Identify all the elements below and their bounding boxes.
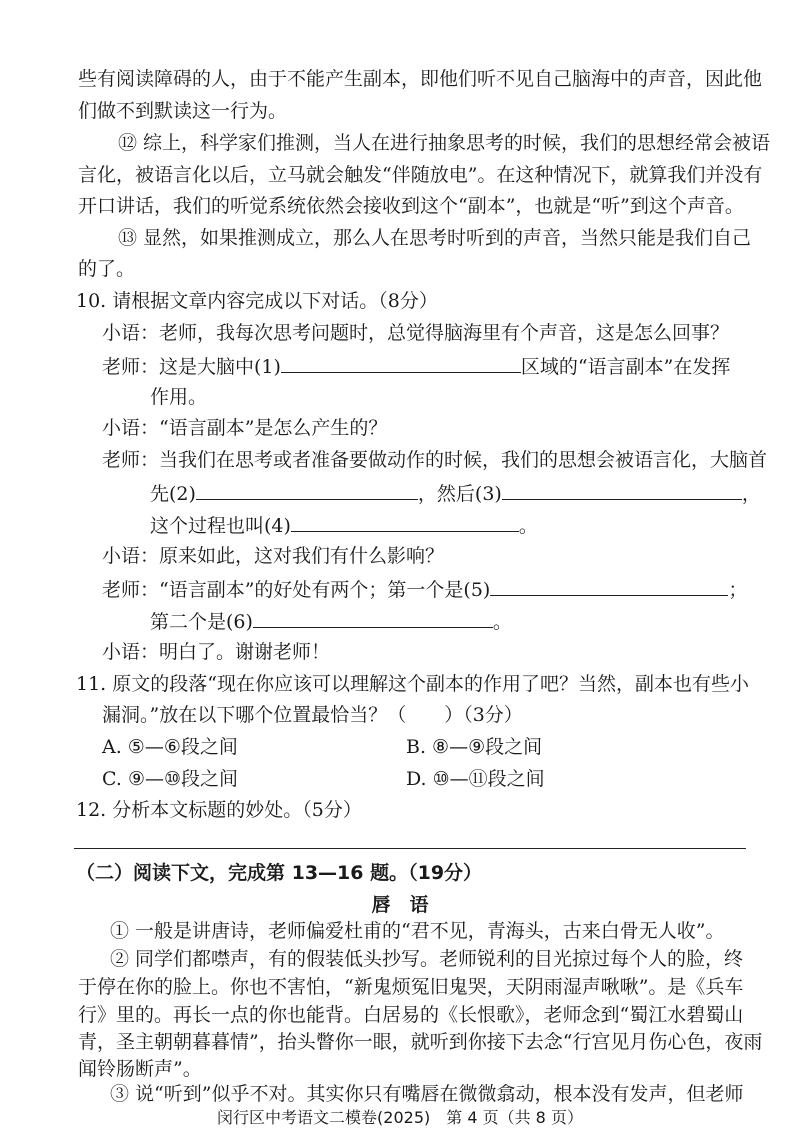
paragraph-1: ① 一般是讲唐诗，老师偏爱杜甫的“君不见，青海头，古来白骨无人收”。 <box>110 920 725 942</box>
dialogue-text: 第二个是(6) <box>150 611 253 633</box>
answer-blank-1[interactable] <box>281 352 521 373</box>
dialogue-xiaoyu: 小语：“语言副本”是怎么产生的？ <box>102 417 388 439</box>
dialogue-continued <box>150 607 512 635</box>
paragraph-13: ⑬ 显然，如果推测成立，那么人在思考时听到的声音，当然只能是我们自己 <box>118 227 752 249</box>
dialogue-text: ； <box>728 579 748 601</box>
passage-line: 闻铃肠断声”。 <box>78 1058 202 1080</box>
dialogue-teacher <box>102 352 730 380</box>
dialogue-continued: 作用。 <box>150 386 208 408</box>
dialogue-text: 。 <box>518 515 538 537</box>
answer-blank-5[interactable] <box>490 575 728 596</box>
dialogue-xiaoyu: 小语：老师，我每次思考问题时，总觉得脑海里有个声音，这是怎么回事？ <box>102 322 730 344</box>
dialogue-xiaoyu: 小语：明白了。谢谢老师！ <box>102 641 331 663</box>
dialogue-text: 老师：这是大脑中(1) <box>102 356 281 378</box>
option-b[interactable]: B. ⑧—⑨段之间 <box>406 736 543 758</box>
option-a[interactable]: A. ⑤—⑥段之间 <box>102 736 238 758</box>
article-title: 唇 语 <box>371 894 429 916</box>
dialogue-text: 先(2) <box>150 483 196 505</box>
dialogue-text: ， <box>741 483 761 505</box>
dialogue-xiaoyu: 小语：原来如此，这对我们有什么影响？ <box>102 545 445 567</box>
passage-line: 开口讲话，我们的听觉系统依然会接收到这个“副本”，也就是“听”到这个声音。 <box>78 195 744 217</box>
question-10-stem: 10. 请根据文章内容完成以下对话。（8分） <box>76 290 438 312</box>
passage-line: 于停在你的脸上。你也不害怕，“新鬼烦冤旧鬼哭，天阴雨湿声啾啾”。是《兵车 <box>78 976 744 998</box>
paragraph-3: ③ 说“听到”似乎不对。其实你只有嘴唇在微微翕动，根本没有发声，但老师 <box>110 1083 744 1105</box>
passage-line: 些有阅读障碍的人，由于不能产生副本，即他们听不见自己脑海中的声音，因此他 <box>78 68 763 90</box>
dialogue-teacher <box>102 575 747 603</box>
answer-blank-2[interactable] <box>196 479 418 500</box>
dialogue-text: 。 <box>492 611 512 633</box>
passage-line: 的了。 <box>78 258 136 280</box>
passage-line: 言化，被语言化以后，立马就会触发“伴随放电”。在这种情况下，就算我们并没有 <box>78 164 763 186</box>
dialogue-continued <box>150 479 761 507</box>
answer-blank-6[interactable] <box>253 607 493 628</box>
option-c[interactable]: C. ⑨—⑩段之间 <box>102 768 239 790</box>
paragraph-12: ⑫ 综上，科学家们推测，当人在进行抽象思考的时候，我们的思想经常会被语 <box>118 132 771 154</box>
passage-line: 青，圣主朝朝暮暮情”，抬头瞥你一眼，就听到你接下去念“行宫见月伤心色，夜雨 <box>78 1031 763 1053</box>
section-heading: （二）阅读下文，完成第 13—16 题。（19分） <box>76 862 483 884</box>
passage-line: 们做不到默读这一行为。 <box>78 100 288 122</box>
option-d[interactable]: D. ⑩—⑪段之间 <box>406 768 545 790</box>
dialogue-text: 区域的“语言副本”在发挥 <box>520 356 731 378</box>
passage-line: 行》里的。再长一点的你也能背。白居易的《长恨歌》，老师念到“蜀江水碧蜀山 <box>78 1004 744 1026</box>
dialogue-text: ，然后(3) <box>417 483 502 505</box>
dialogue-teacher: 老师：当我们在思考或者准备要做动作的时候，我们的思想会被语言化，大脑首 <box>102 449 768 471</box>
answer-blank-3[interactable] <box>502 479 742 500</box>
answer-line-q12[interactable] <box>74 848 746 849</box>
answer-blank-4[interactable] <box>291 511 519 532</box>
page-footer: 闵行区中考语文二模卷(2025) 第 4 页（共 8 页） <box>217 1108 583 1127</box>
dialogue-text: 这个过程也叫(4) <box>150 515 291 537</box>
paragraph-2: ② 同学们都噤声，有的假装低头抄写。老师锐利的目光掠过每个人的脸，终 <box>110 948 744 970</box>
question-11-stem-cont: 漏洞。”放在以下哪个位置最恰当？（ ）（3分） <box>102 704 523 726</box>
dialogue-text: 老师：“语言副本”的好处有两个；第一个是(5) <box>102 579 491 601</box>
question-12-stem: 12. 分析本文标题的妙处。（5分） <box>76 799 362 821</box>
dialogue-continued <box>150 511 538 539</box>
question-11-stem: 11. 原文的段落“现在你应该可以理解这个副本的作用了吧？当然，副本也有些小 <box>76 673 749 695</box>
